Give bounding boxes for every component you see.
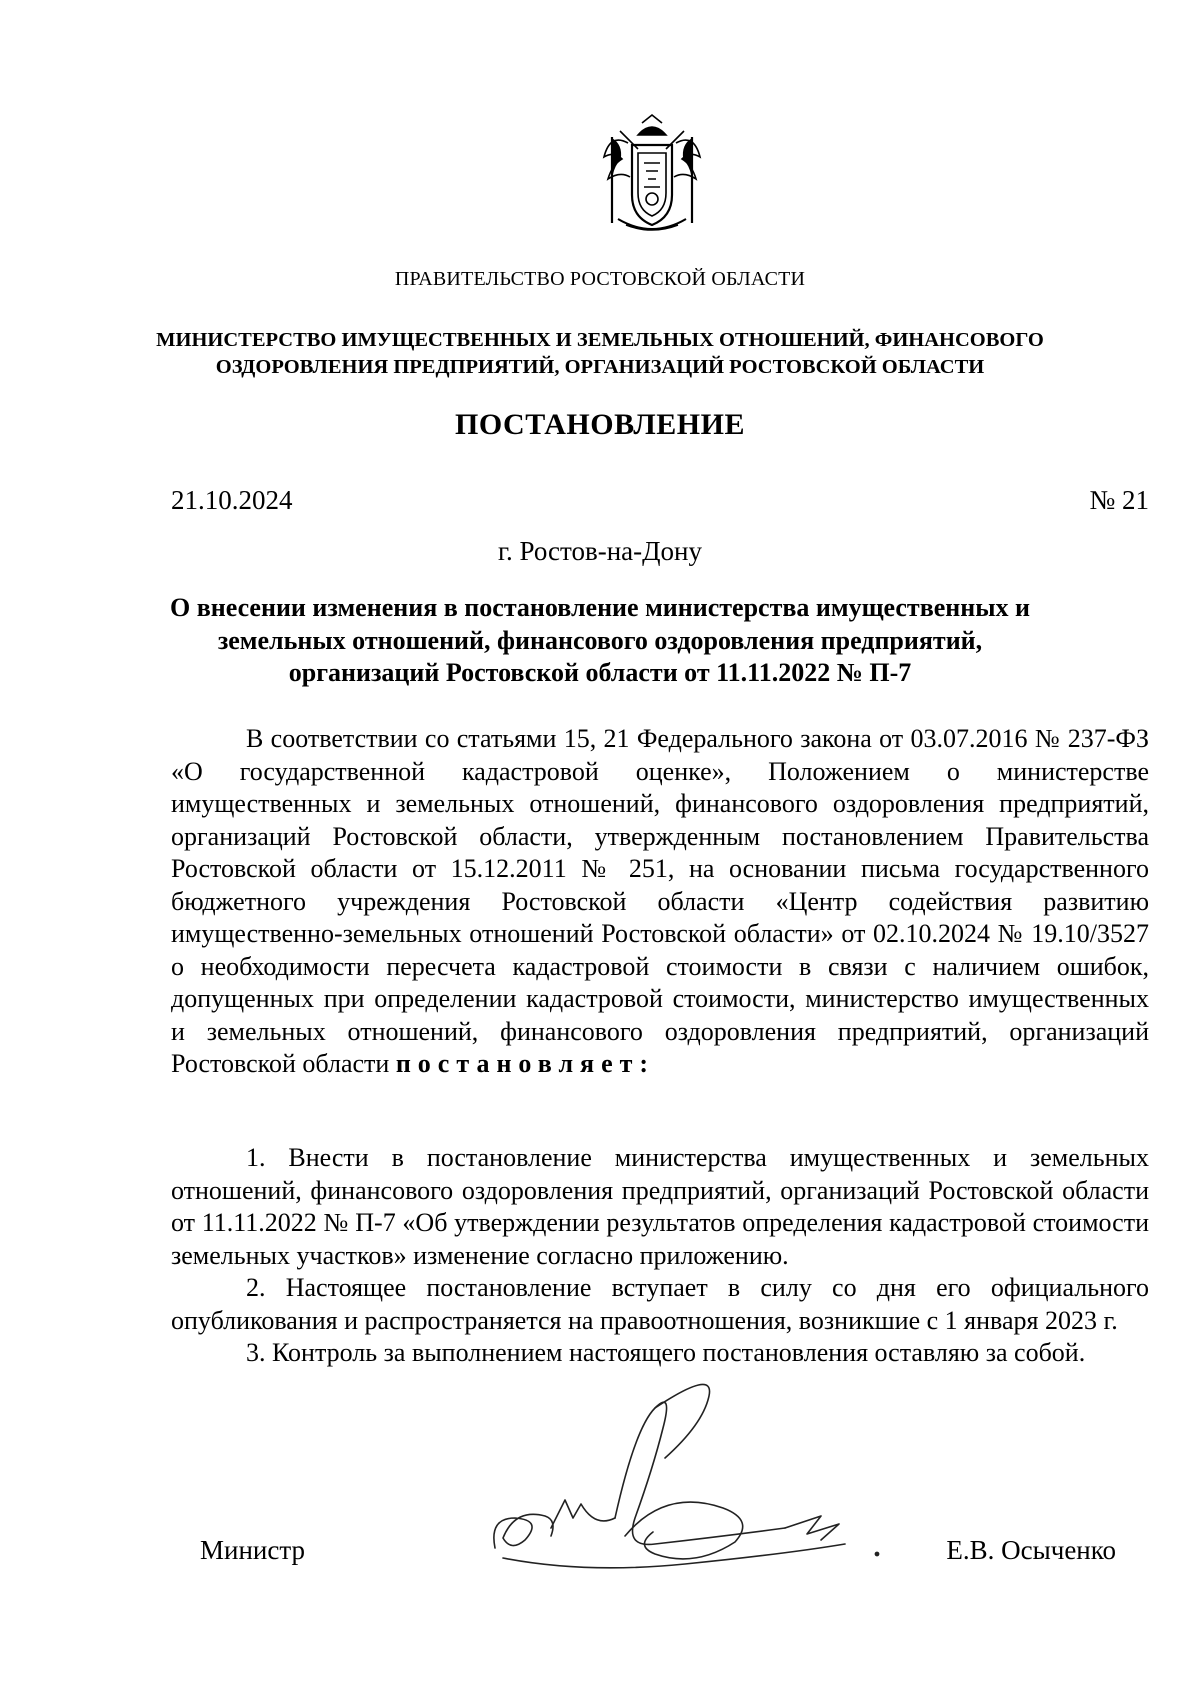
subject-line-3: организаций Ростовской области от 11.11.2022 № П-7 <box>288 658 912 687</box>
coat-of-arms-emblem <box>598 113 706 238</box>
ministry-name-line-2: ОЗДОРОВЛЕНИЯ ПРЕДПРИЯТИЙ, ОРГАНИЗАЦИЙ РОСТОВСКОЙ ОБЛАСТИ <box>215 356 985 378</box>
resolves-keyword: постановляет: <box>395 1049 656 1078</box>
signer-name: Е.В. Осыченко <box>946 1535 1116 1565</box>
government-name: ПРАВИТЕЛЬСТВО РОСТОВСКОЙ ОБЛАСТИ <box>394 268 806 290</box>
document-type-title: ПОСТАНОВЛЕНИЕ <box>455 408 745 441</box>
ministry-name-line-1: МИНИСТЕРСТВО ИМУЩЕСТВЕННЫХ И ЗЕМЕЛЬНЫХ ОТНОШЕНИЙ, ФИНАНСОВОГО <box>156 329 1044 351</box>
preamble <box>171 723 1149 1081</box>
document-city: г. Ростов-на-Дону <box>497 536 702 566</box>
subject-line-1: О внесении изменения в постановление министерства имущественных и <box>169 593 1031 622</box>
document-number: № 21 <box>1089 485 1149 515</box>
ministry-name <box>150 327 1050 381</box>
handwritten-signature <box>485 1368 915 1583</box>
resolution-items <box>171 1142 1149 1370</box>
resolution-item: 2. Настоящее постановление вступает в силу со дня его официального опубликования и распространяется на правоотношения, возникшие с 1 января 2023 г. <box>171 1273 1149 1335</box>
document-subject <box>150 592 1050 690</box>
preamble-text: В соответствии со статьями 15, 21 Федерального закона от 03.07.2016 № 237-ФЗ «О государственной кадастровой оценке», Положением о министерстве имущественных и земельных отношений, финансового оздоровления предприятий, организаций Ростовской области, утвержденным постановлением Правительства Ростовской области от 15.12.2011 № 251, на основании письма государственного бюджетного учреждения Ростовской области «Центр содействия развитию имущественно-земельных отношений Ростовской области» от 02.10.2024 № 19.10/3527 о необходимости пересчета кадастровой стоимости в связи с наличием ошибок, допущенных при определении кадастровой стоимости, министерство имущественных и земельных отношений, финансового оздоровления предприятий, организаций Ростовской области <box>171 724 1149 1078</box>
signer-position: Министр <box>200 1535 305 1565</box>
resolution-item: 1. Внести в постановление министерства имущественных и земельных отношений, финансового оздоровления предприятий, организаций Ростовской области от 11.11.2022 № П-7 «Об утверждении результатов определения кадастровой стоимости земельных участков» изменение согласно приложению. <box>171 1143 1149 1270</box>
subject-line-2: земельных отношений, финансового оздоровления предприятий, <box>217 625 983 655</box>
preamble-paragraph <box>171 723 1149 1081</box>
document-date: 21.10.2024 <box>171 485 293 515</box>
resolution-item: 3. Контроль за выполнением настоящего постановления оставляю за собой. <box>246 1338 1086 1367</box>
